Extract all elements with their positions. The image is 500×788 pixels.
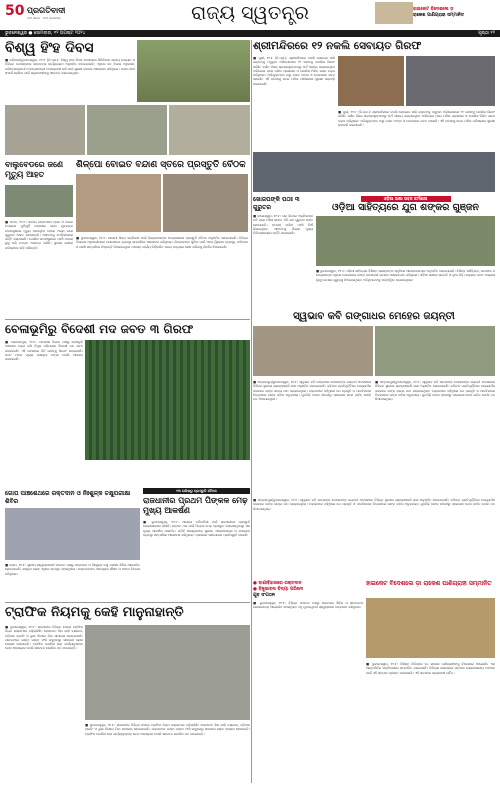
ad-banner [413,6,493,22]
section-rule [5,319,250,320]
brief-kicker-3: ଯୁବ ସଂଗଠନ [253,593,275,598]
headline: ବିଶ୍ୱ ହିଂହ ଦିବସ [5,40,94,56]
liquor-photo [85,340,250,460]
logo-brand: ପ୍ରଗତିବାଦୀ [27,6,66,15]
body-text-2: ■ ସମ୍ବଲପୁର/ଭୁବନେଶ୍ୱର, ୧୧।୮: ସ୍ୱଭାବ କବି ଗଙ୍ଗାଧର ମେହେରଙ୍କ ଜୟନ୍ତୀ ଅବସରରେ ବିଭିନ୍ନ ସ୍ଥାନରେ ଶ୍ରଦ୍ଧାଞ୍ଜଳି ସଭା ଅନୁଷ୍ଠିତ ହୋଇଯାଇଛି। କବିଙ୍କ ପ୍ରତିମୂର୍ତ୍ତିରେ ମାଲ୍ୟାର୍ପଣ କରାଯାଇ ତାଙ୍କ କାବ୍ୟ ପାଠ କରାଯାଇଥିଲା। ବକ୍ତାମାନେ କହିଥିଲେ ଯେ ପ୍ରକୃତି ଓ ମାନବିକତାର ଚିତ୍ରଣରେ ତାଙ୍କ କବିତା ଅତୁଳନୀୟ। ଯୁବପିଢ଼ି ତାଙ୍କ ଜୀବନୀରୁ ପ୍ରେରଣା ନେବା ଉଚିତ ବୋଲି ମତ ଦିଆଯାଇଥିଲା। [375,380,495,402]
poet-photo-1 [253,326,373,376]
article-traffic [5,605,250,783]
brief-kicker-1: ● ବାଣୀବିହାରରେ ରକ୍ତଦାନ [253,581,302,586]
body-text: ■ ଭୁବନେଶ୍ୱର, ୧୧।୮: ଆସନ୍ତା ପର୍ବପର୍ବାଣୀ ପାଇଁ ରାଜଧାନୀରେ ପ୍ରସ୍ତୁତି ଜୋରସୋରରେ ଚାଲିଛି। ପ୍ରଥମ ଥର ପାଇଁ ପିତ୍ତଳ ମେଢ଼ ପ୍ରସ୍ତୁତ କରାଯାଉଥିବାରୁ ଏହା ମୁଖ୍ୟ ଆକର୍ଷଣ ପାଲଟିବ। କମିଟି ସଦସ୍ୟମାନେ ସୁରକ୍ଷା, ଆଲୋକସଜ୍ଜା ଓ ଯାତାୟାତ ବ୍ୟବସ୍ଥା ସମ୍ପର୍କରେ ଆଲୋଚନା କରିଥିଲେ। ପ୍ରଶାସନ ସହଯୋଗର ପ୍ରତିଶ୍ରୁତି ଦେଇଛି। [143,520,250,537]
award-photo [366,598,495,658]
article-accident [5,160,73,310]
date-bar [0,30,500,37]
brief-kicker-2: ● ବିଜୁଭାବନା ବିଦ୍ୟା ପରିଷଦ [253,587,304,592]
column-rule [251,40,252,783]
arrest-photo [406,56,495,106]
masthead [0,0,500,30]
meeting-photo-1 [76,174,161,232]
body-text: ■ ଗୋପାଳପୁର, ୧୧।୮: ଅବକାରୀ ବିଭାଗ ପକ୍ଷରୁ ବେଳାଭୂମି ଅଞ୍ଚଳରେ ଚଢ଼ଉ କରି ବିପୁଳ ପରିମାଣର ବିଦେଶୀ ମଦ ଜବତ କରାଯାଇଛି। ଏହି ଘଟଣାରେ ତିନି ଜଣଙ୍କୁ ଗିରଫ କରାଯାଇଛି। ଜବତ ମଦର ମୂଲ୍ୟ ଲକ୍ଷାଧିକ ଟଙ୍କା ବୋଲି ଆକଳନ କରାଯାଇଛି। [5,340,83,362]
body-text: ■ ଭୁବନେଶ୍ୱର, ୧୧।୮: ରାଜଧାନୀର ବିଭିନ୍ନ ଛକରେ ଟ୍ରାଫିକ ନିୟମ ଉଲ୍ଲଂଘନ ବଢ଼ିଚାଲିଛି। ହେଲମେଟ ବିନା ଗାଡ଼ି ଚଳାଇବା, ଟ୍ରିପଲ ରାଇଡିଂ ଓ ଭୁଲ ଦିଗରେ ଯିବା ସାଧାରଣ ହୋଇଯାଇଛି। ଯାନଜଟରେ ଘଣ୍ଟା ଘଣ୍ଟା ଫସି ରହୁଥିବାରୁ ସାଧାରଣ ଲୋକ ହଇରାଣ ହେଉଛନ୍ତି। ଟ୍ରାଫିକ ପୋଲିସ କଡ଼ା କାର୍ଯ୍ୟାନୁଷ୍ଠାନ ନେବା ଆବଶ୍ୟକ ବୋଲି ସଚେତନ ନାଗରିକ ମତ ଦେଇଛନ୍ତି। [5,625,83,651]
body-text-2: ■ ଭୁବନେଶ୍ୱର, ୧୧।୮: ରାଜଧାନୀର ବିଭିନ୍ନ ଛକରେ ଟ୍ରାଫିକ ନିୟମ ଉଲ୍ଲଂଘନ ବଢ଼ିଚାଲିଛି। ହେଲମେଟ ବିନା ଗାଡ଼ି ଚଳାଇବା, ଟ୍ରିପଲ ରାଇଡିଂ ଓ ଭୁଲ ଦିଗରେ ଯିବା ସାଧାରଣ ହୋଇଯାଇଛି। ଯାନଜଟରେ ଘଣ୍ଟା ଘଣ୍ଟା ଫସି ରହୁଥିବାରୁ ସାଧାରଣ ଲୋକ ହଇରାଣ ହେଉଛନ୍ତି। ଟ୍ରାଫିକ ପୋଲିସ କଡ଼ା କାର୍ଯ୍ୟାନୁଷ୍ଠାନ ନେବା ଆବଶ୍ୟକ ବୋଲି ସଚେତନ ନାଗରିକ ମତ ଦେଇଛନ୍ତି। [85,723,250,736]
ad-banner-photo [375,2,413,24]
traffic-photo [85,625,250,720]
body-text: ■ ଭୁବନେଶ୍ୱର, ୧୧।୮: ବିଭିନ୍ନ ସଂଗଠନ ପକ୍ଷରୁ ରକ୍ତଦାନ ଶିବିର ଓ ସଚେତନତା ଶୋଭାଯାତ୍ରା ଆୟୋଜିତ ହୋଇଥିଲା। ବହୁ ଯୁବକଯୁବତୀ ସ୍ୱେଚ୍ଛାରେ ରକ୍ତଦାନ କରିଥିଲେ। [253,601,363,610]
headline: ଓଡ଼ିଆ ସାହିତ୍ୟରେ ଯୁଗ ଶଙ୍କର ଗୁଞ୍ଜନ [332,202,479,213]
body-text-2: ■ ପୁରୀ, ୧୧।୮ (ନି.ପ୍ର.): ଶ୍ରୀମନ୍ଦିରରେ ନକଲି ସେବାୟତ ସାଜି ଭକ୍ତଙ୍କୁ ଠକୁଥିବା ଅଭିଯୋଗରେ ୧୨ ଜଣଙ୍କୁ ପୋଲିସ ଗିରଫ କରିଛି। ଦର୍ଶନ ନାଁରେ ଶ୍ରଦ୍ଧାଳୁଙ୍କଠାରୁ ଅର୍ଥ ଆଦାୟ କରାଯାଉଥିବା ଅଭିଯୋଗ ପରେ ମନ୍ଦିର ପ୍ରଶାସନ ଓ ପୋଲିସ ମିଳିତ ଭାବେ ଚଢ଼ଉ କରିଥିଲେ। ଅଭିଯୁକ୍ତଙ୍କ ଠାରୁ ନଗଦ ଟଙ୍କା ଓ ମୋବାଇଲ ଜବତ ହୋଇଛି। ଏହି ଘଟଣାକୁ ନେଇ ମନ୍ଦିର ପରିସରରେ ସୁରକ୍ଷା କଡ଼ାକଡ଼ି କରାଯାଇଛି। [338,110,495,127]
date-line: ଭୁବନେଶ୍ୱର ● ସୋମବାର, ୧୨ ଅଗଷ୍ଟ ୨୦୨୪ [5,31,86,36]
temple-photo [338,56,404,106]
article-briefs [253,580,363,783]
headline: ଗୋପ ପାଞ୍ଚଶେଥରେ ରକ୍ତଦାନ ଓ ନିଃଶୁଳ୍କ ଚକ୍ଷୁପରୀକ୍ଷା ଶିବିର [5,490,131,505]
group-photo-3 [169,105,250,155]
literature-photo [316,216,495,266]
body-text: ■ ବାରିପଦା/ଭୁବନେଶ୍ୱର, ୧୧।୮ (ନି.ପ୍ର.): ବିଶ୍ୱ ହାତୀ ଦିବସ ଅବସରରେ ସିମିଳିପାଳ ଜାତୀୟ ଉଦ୍ୟାନ ଓ ବିଭିନ୍ନ ବନଖଣ୍ଡରେ ସଚେତନତା କାର୍ଯ୍ୟକ୍ରମ ଅନୁଷ୍ଠିତ ହୋଇଯାଇଛି। ଏଥିରେ ବନ ବିଭାଗ ଅଧିକାରୀ, ପରିବେଶପ୍ରେମୀ ଓ ଛାତ୍ରଛାତ୍ରୀ ଅଂଶଗ୍ରହଣ କରି ହାତୀ ସୁରକ୍ଷା ଉପରେ ଆଲୋଚନା କରିଥିଲେ। ମାନବ-ହାତୀ ସଂଘର୍ଷ ରୋକିବା ପାଇଁ ଗ୍ରାମବାସୀଙ୍କୁ ସଚେତନ କରାଯାଇଥିଲା। [5,58,135,75]
headline: ଶ୍ରୀମନ୍ଦିରରେ ୧୨ ନକଲି ସେବାୟତ ଗିରଫ [253,40,422,52]
ad-line-1: ହାଇକେଟ ବିଦେଶଲେ ଡ଼ [413,7,454,12]
body-text: ■ ବାଲେଶ୍ୱର, ୧୧।୮: ଘର ଭିତରେ ଅଗ୍ନିକାଣ୍ଡ ଘଟି ଜଣେ ମହିଳା ସମେତ ତିନି ଜଣ ଗୁରୁତର ଆହତ ହୋଇଛନ୍ତି। ଦମକଳ ବାହିନୀ ପହଞ୍ଚି ନିଆଁ ଲିଭାଇଥିଲା। ଆହତଙ୍କୁ ଜିଲ୍ଲା ମୁଖ୍ୟ ଚିକିତ୍ସାଳୟରେ ଭର୍ତ୍ତି କରାଯାଇଛି। [253,214,313,236]
kicker: ଓଡ଼ିଆ ଭାଷା ଭବନ କର୍ମଶାଳା [361,196,451,202]
logo-sub: ଆମ ସମାଜ · ଆମ ପ୍ରକାଶନ [27,16,61,20]
headline: ରାଜଧାନୀର ପ୍ରଥମ ପିଙ୍କଳ ମେଢ଼ ମୁଖ୍ୟ ଆକର୍ଷଣ [143,496,248,515]
article-poet [253,310,495,495]
body-text: ■ ଭୁବନେଶ୍ୱର, ୧୧।୮: ଓଡ଼ିଆ ସାହିତ୍ୟର ବିଶିଷ୍ଟ ସ୍ରଷ୍ଟାଙ୍କ ସ୍ମୃତିରେ ଆଲୋଚନାଚକ୍ର ଅନୁଷ୍ଠିତ ହୋଇଯାଇଛି। ବିଶିଷ୍ଟ ସାହିତ୍ୟିକ, ଗବେଷକ ଓ ଛାତ୍ରଛାତ୍ରୀ ଏଥିରେ ଯୋଗଦେଇ ତାଙ୍କ ରଚନାବଳୀ ଉପରେ ଆଲୋକପାତ କରିଥିଲେ। ଓଡ଼ିଆ ଭାଷାର ଉନ୍ନତି ଓ ନୂଆ ପିଢ଼ି ମଧ୍ୟରେ ପଠନ ଅଭ୍ୟାସ ବୃଦ୍ଧି ଉପରେ ଗୁରୁତ୍ୱ ଦିଆଯାଇଥିଲା। ଅତିଥିମାନଙ୍କୁ ସମ୍ବର୍ଦ୍ଧିତ କରାଯାଇଥିଲା। [316,269,495,282]
article-poet-continued: ■ ସମ୍ବଲପୁର/ଭୁବନେଶ୍ୱର, ୧୧।୮: ସ୍ୱଭାବ କବି ଗଙ୍ଗାଧର ମେହେରଙ୍କ ଜୟନ୍ତୀ ଅବସରରେ ବିଭିନ୍ନ ସ୍ଥାନରେ ଶ୍ରଦ୍ଧାଞ୍ଜଳି ସଭା ଅନୁଷ୍ଠିତ ହୋଇଯାଇଛି। କବିଙ୍କ ପ୍ରତିମୂର୍ତ୍ତିରେ ମାଲ୍ୟାର୍ପଣ କରାଯାଇ ତାଙ୍କ କାବ୍ୟ ପାଠ କରାଯାଇଥିଲା। ବକ୍ତାମାନେ କହିଥିଲେ ଯେ ପ୍ରକୃତି ଓ ମାନବିକତାର ଚିତ୍ରଣରେ ତାଙ୍କ କବିତା ଅତୁଳନୀୟ। ଯୁବପିଢ଼ି ତାଙ୍କ ଜୀବନୀରୁ ପ୍ରେରଣା ନେବା ଉଚିତ ବୋଲି ମତ ଦିଆଯାଇଥିଲା। [253,498,495,511]
headline: ବାଲୁବେଡରେ ଜଣେ ମୃତ୍ୟୁ ଆହତ [5,160,64,179]
article-liquor [5,322,250,487]
elephant-photo [137,40,250,102]
body-text: ■ ସମ୍ବଲପୁର/ଭୁବନେଶ୍ୱର, ୧୧।୮: ସ୍ୱଭାବ କବି ଗଙ୍ଗାଧର ମେହେରଙ୍କ ଜୟନ୍ତୀ ଅବସରରେ ବିଭିନ୍ନ ସ୍ଥାନରେ ଶ୍ରଦ୍ଧାଞ୍ଜଳି ସଭା ଅନୁଷ୍ଠିତ ହୋଇଯାଇଛି। କବିଙ୍କ ପ୍ରତିମୂର୍ତ୍ତିରେ ମାଲ୍ୟାର୍ପଣ କରାଯାଇ ତାଙ୍କ କାବ୍ୟ ପାଠ କରାଯାଇଥିଲା। ବକ୍ତାମାନେ କହିଥିଲେ ଯେ ପ୍ରକୃତି ଓ ମାନବିକତାର ଚିତ୍ରଣରେ ତାଙ୍କ କବିତା ଅତୁଳନୀୟ। ଯୁବପିଢ଼ି ତାଙ୍କ ଜୀବନୀରୁ ପ୍ରେରଣା ନେବା ଉଚିତ ବୋଲି ମତ ଦିଆଯାଇଥିଲା। [253,380,371,402]
event-photo [253,152,495,192]
logo-number: 50 [5,3,25,19]
camp-photo [5,508,140,560]
section-title: ରାଜ୍ୟ ସ୍ୱତନ୍ତ୍ର [191,2,309,24]
article-camp [5,490,140,600]
logo [5,3,105,23]
body-text: ■ ଭୁବନେଶ୍ୱର, ୧୧।୮: ଆଗାମୀ ଶିଳ୍ପ ସମ୍ମିଳନୀ ପାଇଁ ଜିଲ୍ଲାପାଳଙ୍କ ଅଧ୍ୟକ୍ଷତାରେ ପ୍ରସ୍ତୁତି ବୈଠକ ଅନୁଷ୍ଠିତ ହୋଇଯାଇଛି। ବିଭିନ୍ନ ବିଭାଗର ଅଧିକାରୀମାନେ ଯୋଗଦେଇ ବ୍ୟବସ୍ଥା ସମ୍ପର୍କରେ ଆଲୋଚନା କରିଥିଲେ। ନିବେଶକଙ୍କ ସୁବିଧା ପାଇଁ ଏକକ ୱିଣ୍ଡୋ ବ୍ୟବସ୍ଥା, ପରିବହନ ଓ ରହଣି ସମ୍ପର୍କରେ ନିଷ୍ପତ୍ତି ନିଆଯାଇଥିଲା। ସମସ୍ତ କାର୍ଯ୍ୟ ନିର୍ଦ୍ଧାରିତ ସମୟ ମଧ୍ୟରେ ଶେଷ କରିବାକୁ ନିର୍ଦ୍ଦେଶ ଦିଆଯାଇଛି। [76,236,248,249]
article-elephant [5,40,250,156]
kicker: ୧୩ ତାରିଖରୁ ପ୍ରସ୍ତୁତି ବୈଠକ [143,488,250,494]
ad-line-2: ରାକେଶ ପାଣିଗ୍ରାହୀ ସମ୍ମାନିତ [413,13,465,18]
article-temple [253,40,495,150]
article-meeting [76,160,248,320]
poet-photo-2 [375,326,495,376]
body-text: ■ ପୁରୀ, ୧୧।୮ (ନି.ପ୍ର.): ଶ୍ରୀମନ୍ଦିରରେ ନକଲି ସେବାୟତ ସାଜି ଭକ୍ତଙ୍କୁ ଠକୁଥିବା ଅଭିଯୋଗରେ ୧୨ ଜଣଙ୍କୁ ପୋଲିସ ଗିରଫ କରିଛି। ଦର୍ଶନ ନାଁରେ ଶ୍ରଦ୍ଧାଳୁଙ୍କଠାରୁ ଅର୍ଥ ଆଦାୟ କରାଯାଉଥିବା ଅଭିଯୋଗ ପରେ ମନ୍ଦିର ପ୍ରଶାସନ ଓ ପୋଲିସ ମିଳିତ ଭାବେ ଚଢ଼ଉ କରିଥିଲେ। ଅଭିଯୁକ୍ତଙ୍କ ଠାରୁ ନଗଦ ଟଙ୍କା ଓ ମୋବାଇଲ ଜବତ ହୋଇଛି। ଏହି ଘଟଣାକୁ ନେଇ ମନ୍ଦିର ପରିସରରେ ସୁରକ୍ଷା କଡ଼ାକଡ଼ି କରାଯାଇଛି। [253,56,335,86]
headline: ସ୍ୱଭାବ କବି ଗଙ୍ଗାଧର ମେହେର ଜୟନ୍ତୀ [293,311,455,322]
meeting-photo-2 [163,174,248,232]
body-text: ■ ଭୁବନେଶ୍ୱର, ୧୧।୮: ବିଶିଷ୍ଟ ଚିକିତ୍ସକ ଡ଼ା. ରାକେଶ ପାଣିଗ୍ରାହୀଙ୍କୁ ବିଦେଶରେ ଆୟୋଜିତ ଏକ ଆନ୍ତର୍ଜାତିକ ସମ୍ମିଳନୀରେ ସମ୍ମାନିତ କରାଯାଇଛି। ଚିକିତ୍ସା କ୍ଷେତ୍ରରେ ତାଙ୍କର ଉଲ୍ଲେଖନୀୟ ଅବଦାନ ପାଇଁ ଏହି ସମ୍ମାନ ପ୍ରଦାନ କରାଯାଇଛି। ଏହି ଖବରରେ ରାଜ୍ୟବାସୀ ଗର୍ବିତ। [366,662,495,675]
group-photo-2 [87,105,167,155]
body-text: ■ କଟକ, ୧୧।୮: ଜାତୀୟ ରାଜପଥରେ ଟ୍ରକ ଓ ବାଇକ ମଧ୍ୟରେ ମୁହାଁମୁହିଁ ଧକ୍କାରେ ଜଣେ ଯୁବକଙ୍କ ଘଟଣାସ୍ଥଳରେ ମୃତ୍ୟୁ ହୋଇଥିବା ବେଳେ ଅନ୍ୟ ଜଣେ ଗୁରୁତର ଆହତ ହୋଇଛନ୍ତି। ଆହତଙ୍କୁ ମେଡିକାଲରେ ଭର୍ତ୍ତି କରାଯାଇଛି। ପୋଲିସ ଘଟଣାସ୍ଥଳରେ ପହଞ୍ଚି ମାମଲା ରୁଜୁ କରି ତଦନ୍ତ ଆରମ୍ଭ କରିଛି। ସ୍ଥାନୀୟ ଲୋକେ ଗତିରୋଧକ ଦାବି କରିଛନ୍ତି। [5,220,73,250]
article-award [366,580,495,783]
headline: ହାଇକେଟ ବିଦେଶଲେ ଡ଼ା ରାକେଶ ପାଣିଗ୍ରାହୀ ସମ୍ମାନିତ [366,580,492,587]
headline: ଶିଳ୍ପୋ ବୋଇତ ବନ୍ଦାଣ ସ୍ତରେ ପ୍ରସ୍ତୁତି ବୈଠକ [76,160,246,170]
headline: ଖୋଜପଙ୍କି ପଠଃ ୩ ଗୁରୁତର [253,196,300,211]
body-text: ■ ଗୋପ, ୧୧।୮: ସ୍ଥାନୀୟ ସ୍ୱେଚ୍ଛାସେବୀ ସଂଗଠନ ପକ୍ଷରୁ ରକ୍ତଦାନ ଓ ନିଃଶୁଳ୍କ ଚକ୍ଷୁ ପରୀକ୍ଷା ଶିବିର ଆୟୋଜିତ ହୋଇଯାଇଛି। ଶତାଧିକ ଲୋକ ଏଥିରେ ଉପକୃତ ହୋଇଥିଲେ। ଡାକ୍ତରମାନେ ଆବଶ୍ୟକ ଔଷଧ ଓ ଚଷମା ବିତରଣ କରିଥିଲେ। [5,563,140,576]
headline: ବେଳାଭୂମିରୁ ବିଦେଶୀ ମଦ ଜବତ ୩ ଗିରଫ [5,322,194,336]
page-number: ପୃଷ୍ଠା ୧୨ [478,31,495,36]
group-photo-1 [5,105,85,155]
accident-photo [5,185,73,217]
section-rule [5,602,250,603]
article-fire [253,196,313,306]
article-literature [316,196,495,306]
headline: ଟ୍ରାଫିକ ନିୟମକୁ କେହି ମାନୁନାହାନ୍ତି [5,605,184,620]
